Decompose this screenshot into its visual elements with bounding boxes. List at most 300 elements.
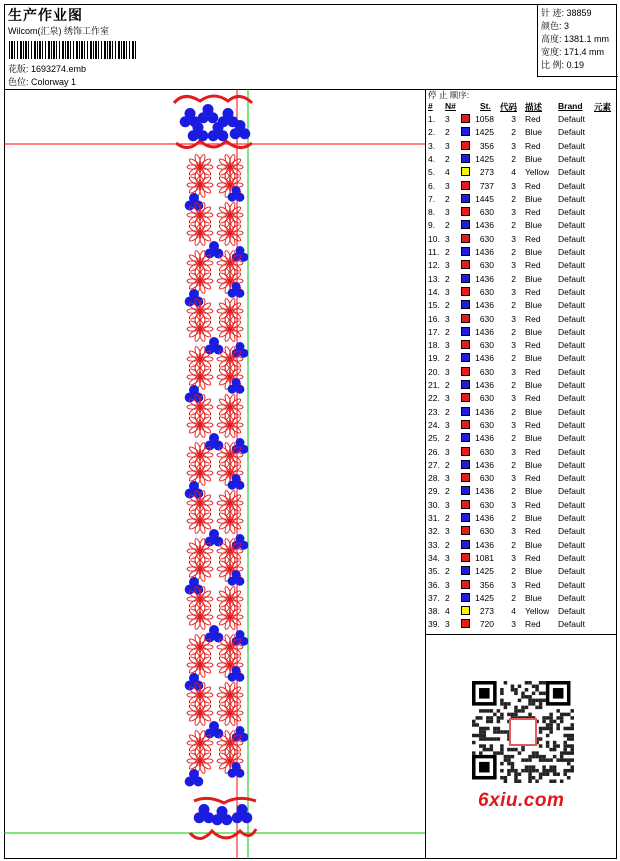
color-description: Blue: [525, 380, 543, 390]
blue-flower-center: [238, 129, 242, 133]
qr-module: [521, 706, 525, 710]
stop-row: [426, 566, 617, 579]
qr-module: [525, 688, 529, 692]
blue-flower-center: [212, 441, 216, 445]
qr-module: [486, 720, 490, 724]
qr-module: [546, 716, 550, 720]
stitch-count: 720: [479, 619, 494, 630]
red-flower-center: [198, 711, 202, 715]
color-swatch: [461, 300, 470, 309]
stop-index: 26.: [428, 446, 440, 457]
qr-module: [504, 730, 508, 734]
stop-sequence-title: 停 止 顺序:: [428, 90, 470, 100]
qr-finder: [479, 688, 490, 699]
color-description: Red: [525, 180, 541, 191]
color-code: 2: [511, 127, 516, 138]
qr-module: [553, 765, 557, 769]
qr-module: [507, 702, 511, 706]
qr-module: [518, 779, 522, 783]
stitch-count: 1425: [475, 153, 494, 164]
qr-module: [532, 776, 536, 780]
stitch-count: 630: [479, 207, 494, 218]
blue-flower-center: [234, 673, 238, 677]
red-flower-center: [228, 279, 232, 283]
stitch-count: 1436: [475, 406, 494, 417]
stop-index: 30.: [428, 499, 440, 510]
needle-number: 2: [445, 353, 450, 364]
qr-module: [563, 751, 567, 755]
qr-module: [479, 730, 483, 734]
qr-module: [563, 741, 567, 745]
color-swatch: [461, 327, 470, 336]
needle-number: 2: [445, 486, 450, 497]
col-header-stitches: St.: [480, 101, 491, 111]
red-flower-center: [228, 597, 232, 601]
blue-flower-center: [212, 249, 216, 253]
stitch-count: 1436: [475, 486, 494, 497]
red-flower-center: [228, 567, 232, 571]
color-code: 2: [511, 220, 516, 231]
qr-module: [528, 713, 532, 717]
color-code: 2: [511, 566, 516, 577]
color-swatch: [461, 473, 470, 482]
red-flower-center: [228, 693, 232, 697]
stop-row: [426, 460, 617, 473]
qr-module: [514, 709, 518, 713]
red-flower-center: [198, 309, 202, 313]
red-flower-center: [228, 309, 232, 313]
qr-module: [567, 737, 571, 741]
design-info: [537, 4, 618, 77]
qr-code: [472, 681, 574, 783]
needle-number: 2: [445, 326, 450, 337]
color-code: 3: [511, 207, 516, 218]
needle-number: 2: [445, 153, 450, 164]
blue-flower-center: [202, 813, 206, 817]
red-flower-center: [198, 183, 202, 187]
stop-index: 8.: [428, 207, 436, 218]
blue-flower-center: [226, 117, 230, 121]
qr-module: [521, 695, 525, 699]
qr-module: [525, 765, 529, 769]
needle-number: 4: [445, 606, 450, 617]
color-swatch: [461, 433, 470, 442]
qr-module: [486, 727, 490, 731]
needle-number: 3: [445, 233, 450, 244]
color-code: 4: [511, 167, 516, 178]
color-code: 3: [511, 552, 516, 563]
stitch-count: 737: [479, 180, 494, 191]
red-flower-center: [198, 597, 202, 601]
qr-module: [500, 688, 504, 692]
qr-module: [542, 716, 546, 720]
red-flower-center: [198, 501, 202, 505]
qr-module: [549, 748, 553, 752]
stop-index: 17.: [428, 326, 440, 337]
red-flower-center: [198, 693, 202, 697]
color-swatch: [461, 274, 470, 283]
qr-module: [504, 681, 508, 685]
color-code: 2: [511, 380, 516, 390]
qr-module: [486, 709, 490, 713]
qr-module: [511, 748, 515, 752]
brand: Default: [558, 579, 585, 590]
stop-row: [426, 407, 617, 420]
qr-module: [490, 720, 494, 724]
red-flower-center: [198, 549, 202, 553]
red-flower-center: [228, 357, 232, 361]
stitch-count: 1436: [475, 273, 494, 284]
color-code: 2: [511, 433, 516, 444]
brand: Default: [558, 340, 585, 351]
color-description: Red: [525, 552, 541, 563]
qr-module: [532, 751, 536, 755]
qr-module: [532, 702, 536, 706]
red-flower-center: [228, 519, 232, 523]
stop-row: [426, 260, 617, 273]
color-code: 3: [511, 340, 516, 351]
brand: Default: [558, 459, 585, 470]
qr-module: [500, 762, 504, 766]
qr-module: [528, 699, 532, 703]
barcode: [9, 41, 137, 59]
brand: Default: [558, 326, 585, 337]
qr-module: [535, 779, 539, 783]
blue-flower-center: [234, 289, 238, 293]
brand: Default: [558, 167, 585, 178]
qr-module: [567, 713, 571, 717]
stop-index: 20.: [428, 366, 440, 377]
bottom-border-scallop: [194, 798, 256, 803]
qr-module: [567, 758, 571, 762]
qr-module: [553, 744, 557, 748]
stop-row: [426, 593, 617, 606]
qr-module: [525, 681, 529, 685]
design-height: 高度: 1381.1 mm: [541, 34, 610, 44]
qr-module: [514, 688, 518, 692]
color-code: 2: [511, 247, 516, 257]
qr-module: [507, 713, 511, 717]
stitch-count: 1436: [475, 353, 494, 364]
color-code: 3: [511, 579, 516, 590]
color-description: Blue: [525, 566, 543, 577]
qr-module: [570, 723, 574, 727]
red-flower-center: [198, 375, 202, 379]
brand: Default: [558, 539, 585, 550]
stop-row: [426, 300, 617, 313]
qr-module: [486, 716, 490, 720]
color-swatch: [461, 460, 470, 469]
color-code: 3: [511, 313, 516, 324]
red-flower-center: [228, 453, 232, 457]
red-flower-center: [228, 711, 232, 715]
blue-flower-center: [212, 729, 216, 733]
brand: Default: [558, 406, 585, 417]
needle-number: 3: [445, 526, 450, 537]
col-header-element: 元素: [594, 102, 612, 112]
company-name: Wilcom(汇泉) 绣饰工作室: [8, 26, 109, 36]
brand: Default: [558, 273, 585, 284]
stop-index: 31.: [428, 513, 440, 523]
qr-module: [553, 720, 557, 724]
qr-module: [542, 772, 546, 776]
col-header-brand: Brand: [558, 101, 583, 111]
color-swatch: [461, 127, 470, 136]
qr-module: [567, 751, 571, 755]
color-code: 3: [511, 140, 516, 151]
qr-module: [514, 692, 518, 696]
blue-flower-center: [212, 633, 216, 637]
embroidery-design: [4, 89, 425, 859]
color-description: Red: [525, 114, 541, 124]
stop-row: [426, 580, 617, 593]
qr-module: [483, 734, 487, 738]
color-swatch: [461, 553, 470, 562]
stitch-count: 273: [479, 606, 494, 617]
red-flower-center: [198, 759, 202, 763]
color-swatch: [461, 367, 470, 376]
needle-number: 2: [445, 592, 450, 603]
blue-flower-center: [234, 481, 238, 485]
red-flower-center: [198, 405, 202, 409]
needle-number: 3: [445, 619, 450, 630]
stop-row: [426, 486, 617, 499]
qr-module: [493, 730, 497, 734]
qr-module: [570, 744, 574, 748]
qr-module: [500, 748, 504, 752]
qr-module: [560, 758, 564, 762]
qr-module: [535, 699, 539, 703]
qr-module: [563, 744, 567, 748]
qr-module: [500, 730, 504, 734]
qr-module: [570, 737, 574, 741]
col-header-code: 代码: [500, 102, 518, 112]
stitch-count: 1436: [475, 300, 494, 311]
needle-number: 2: [445, 300, 450, 311]
red-flower-center: [198, 741, 202, 745]
qr-module: [542, 727, 546, 731]
blue-flower-center: [196, 131, 200, 135]
color-code: 2: [511, 273, 516, 284]
blue-flower-center: [212, 537, 216, 541]
red-flower-center: [198, 279, 202, 283]
color-description: Yellow: [525, 606, 550, 617]
site-logo: 6xiu.com: [478, 790, 565, 811]
red-flower-center: [228, 423, 232, 427]
needle-number: 3: [445, 286, 450, 297]
red-flower-center: [228, 261, 232, 265]
file-label: 花版: 1693274.emb: [8, 64, 87, 74]
color-swatch: [461, 447, 470, 456]
qr-module: [528, 681, 532, 685]
qr-module: [539, 772, 543, 776]
brand: Default: [558, 153, 585, 164]
brand: Default: [558, 180, 585, 191]
qr-module: [570, 748, 574, 752]
stitch-count: 273: [479, 167, 494, 178]
qr-module: [549, 727, 553, 731]
stitch-count: 630: [479, 393, 494, 404]
qr-module: [563, 772, 567, 776]
color-description: Blue: [525, 433, 543, 444]
col-header-needle: N#: [445, 101, 456, 111]
brand: Default: [558, 127, 585, 138]
stitch-count: 1436: [475, 513, 494, 523]
stop-index: 18.: [428, 340, 440, 351]
stop-row: [426, 433, 617, 446]
needle-number: 3: [445, 260, 450, 271]
qr-module: [497, 709, 501, 713]
qr-module: [570, 709, 574, 713]
qr-module: [504, 776, 508, 780]
stop-index: 14.: [428, 286, 440, 297]
stitch-count: 356: [479, 579, 494, 590]
page-title: 生产作业图: [8, 7, 83, 23]
qr-module: [535, 769, 539, 773]
color-swatch: [461, 407, 470, 416]
color-code: 3: [511, 393, 516, 404]
needle-number: 3: [445, 499, 450, 510]
color-code: 3: [511, 619, 516, 630]
qr-module: [539, 758, 543, 762]
qr-module: [514, 772, 518, 776]
brand: Default: [558, 419, 585, 430]
blue-flower-center: [188, 117, 192, 121]
qr-module: [539, 776, 543, 780]
qr-module: [556, 744, 560, 748]
red-flower-center: [198, 261, 202, 265]
red-flower-center: [228, 615, 232, 619]
qr-module: [539, 737, 543, 741]
color-description: Red: [525, 260, 541, 271]
stitch-count: 1425: [475, 592, 494, 603]
needle-number: 2: [445, 513, 450, 523]
blue-flower-center: [216, 131, 220, 135]
color-swatch: [461, 194, 470, 203]
color-swatch: [461, 287, 470, 296]
qr-module: [518, 699, 522, 703]
qr-module: [472, 751, 476, 755]
red-flower-center: [228, 183, 232, 187]
stop-index: 21.: [428, 380, 440, 390]
red-flower-center: [198, 327, 202, 331]
blue-flower-center: [240, 813, 244, 817]
red-flower-center: [198, 453, 202, 457]
color-swatch: [461, 526, 470, 535]
stitch-count: 1445: [475, 193, 494, 204]
brand: Default: [558, 114, 585, 124]
color-swatch: [461, 314, 470, 323]
qr-module: [476, 716, 480, 720]
color-code: 2: [511, 326, 516, 337]
stop-row: [426, 553, 617, 566]
color-description: Blue: [525, 326, 543, 337]
color-code: 2: [511, 459, 516, 470]
qr-module: [556, 716, 560, 720]
needle-number: 2: [445, 247, 450, 257]
color-code: 2: [511, 406, 516, 417]
stop-row: [426, 247, 617, 260]
color-code: 2: [511, 486, 516, 497]
qr-module: [570, 758, 574, 762]
qr-module: [528, 755, 532, 759]
qr-module: [490, 716, 494, 720]
qr-module: [500, 702, 504, 706]
colorway-label: 色位: Colorway 1: [8, 77, 77, 87]
stop-row: [426, 167, 617, 180]
needle-number: 4: [445, 167, 450, 178]
qr-module: [511, 685, 515, 689]
col-header-index: #: [428, 101, 433, 111]
brand: Default: [558, 353, 585, 364]
stitch-count: 1425: [475, 566, 494, 577]
color-swatch: [461, 420, 470, 429]
stop-row: [426, 380, 617, 393]
color-code: 4: [511, 606, 516, 617]
brand: Default: [558, 260, 585, 271]
qr-module: [542, 699, 546, 703]
qr-module: [560, 751, 564, 755]
qr-module: [493, 751, 497, 755]
color-description: Red: [525, 473, 541, 484]
qr-module: [476, 723, 480, 727]
qr-module: [563, 734, 567, 738]
stop-row: [426, 207, 617, 220]
brand: Default: [558, 446, 585, 457]
qr-module: [507, 748, 511, 752]
stitch-count: 1436: [475, 459, 494, 470]
stitch-count: 630: [479, 446, 494, 457]
brand: Default: [558, 220, 585, 231]
qr-module: [539, 699, 543, 703]
needle-number: 2: [445, 406, 450, 417]
blue-flower-center: [192, 777, 196, 781]
bottom-border-scallop: [190, 829, 256, 839]
stitch-count: 630: [479, 260, 494, 271]
qr-module: [483, 744, 487, 748]
qr-module: [511, 688, 515, 692]
color-code: 3: [511, 180, 516, 191]
red-flower-center: [198, 357, 202, 361]
qr-module: [553, 755, 557, 759]
color-description: Blue: [525, 153, 543, 164]
stop-index: 3.: [428, 140, 436, 151]
qr-module: [549, 723, 553, 727]
qr-module: [542, 720, 546, 724]
stitch-count: 356: [479, 140, 494, 151]
stop-row: [426, 619, 617, 632]
color-swatch: [461, 606, 470, 615]
color-description: Red: [525, 446, 541, 457]
red-flower-center: [228, 759, 232, 763]
stitch-count: 630: [479, 286, 494, 297]
qr-module: [528, 765, 532, 769]
color-swatch: [461, 393, 470, 402]
qr-module: [549, 730, 553, 734]
stop-row: [426, 287, 617, 300]
brand: Default: [558, 247, 585, 257]
stop-row: [426, 500, 617, 513]
stop-row: [426, 447, 617, 460]
qr-module: [500, 713, 504, 717]
qr-module: [514, 779, 518, 783]
needle-number: 3: [445, 207, 450, 218]
color-swatch: [461, 247, 470, 256]
qr-module: [570, 751, 574, 755]
color-swatch: [461, 500, 470, 509]
color-code: 2: [511, 193, 516, 204]
qr-module: [549, 769, 553, 773]
